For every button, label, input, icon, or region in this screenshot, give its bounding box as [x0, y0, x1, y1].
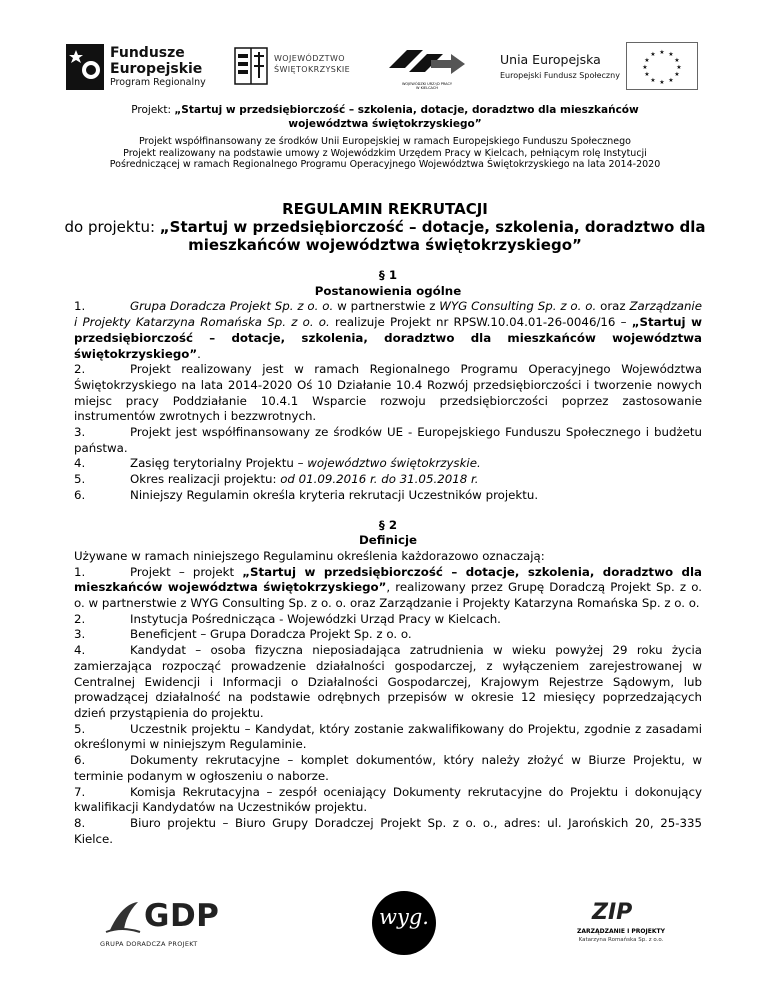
s1-item-6: 6. Niniejszy Regulamin określa kryteria rekrutacji Uczestników projektu. [74, 487, 539, 502]
ue-line1: Unia Europejska [500, 52, 601, 67]
wup-line1: WOJEWÓDZKI URZĄD PRACY [401, 82, 453, 86]
fe-star-icon [66, 44, 104, 90]
svg-text:★: ★ [650, 77, 656, 84]
zip-line1: ZARZĄDZANIE I PROJEKTY [577, 928, 665, 935]
eu-flag-icon [626, 42, 698, 90]
project-prefix: Projekt: [131, 104, 175, 116]
wup-logo [387, 42, 477, 92]
project-funding-info [60, 136, 710, 171]
sail-icon [104, 900, 142, 936]
s2-item-1: 1. Projekt – projekt „Startuj w przedsiębiorczość – dotacje, szkolenia, doradztwo dla mieszkańców województwa świętokrzyskiego”, realizowany przez Grupę Doradczą Projekt Sp. z o. o. w partnerstwie z WYG Consulting Sp. z o. o. oraz Zarządzanie i Projekty Katarzyna Romańska Sp. z o. o. [74, 564, 703, 611]
project-name: „Startuj w przedsiębiorczość – szkolenia, dotacje, doradztwo dla mieszkańców województwa świętokrzyskiego” [174, 104, 639, 130]
svg-text:★: ★ [659, 79, 665, 86]
s2-item-4: 4. Kandydat – osoba fizyczna nieposiadająca zatrudnienia w wieku powyżej 29 roku życia zamierzająca rozpocząć prowadzenie działalności gospodarczej, z wyłączeniem zarejestrowanej w Centralnej Ewidencji i Informacji o Działalności Gospodarczej, Krajowym Rejestrze Sądowym, lub prowadzącej działalność na podstawie odrębnych przepisów w okresie 12 miesięcy poprzedzających dzień przystąpienia do projektu. [74, 643, 702, 720]
title-project-name: „Startuj w przedsiębiorczość – dotacje, szkolenia, doradztwo dla mieszkańców województwa świętokrzyskiego” [159, 218, 706, 254]
wup-line2: W KIELCACH [416, 86, 438, 90]
s2-item-8: 8. Biuro projektu – Biuro Grupy Doradczej Projekt Sp. z o. o., adres: ul. Jarońskich 20, 25-335 Kielce. [74, 815, 702, 846]
fe-line1: Fundusze [110, 45, 185, 61]
zip-logo [566, 900, 676, 950]
zip-mark: ZIP [592, 900, 633, 925]
svg-text:★: ★ [668, 77, 674, 84]
ue-line2: Europejski Fundusz Społeczny [500, 71, 620, 80]
s1-item-3: 3. Projekt jest współfinansowany ze środków UE - Europejskiego Funduszu Społecznego i budżetu państwa. [74, 425, 702, 455]
wyg-logo [372, 891, 436, 955]
svg-text:★: ★ [644, 57, 650, 64]
s1-item-1: 1. Grupa Doradcza Projekt Sp. z o. o. w partnerstwie z WYG Consulting Sp. z o. o. oraz Zarządzanie i Projekty Katarzyna Romańska Sp. z o. o. realizuje Projekt nr RPSW.10.04.01-26-0046/16 – „Startuj w przedsiębiorczość – dotacje, szkolenia, doradztwo dla mieszkańców województwa świętokrzyskiego”. [74, 299, 702, 361]
section-2-number: § 2 [378, 517, 398, 532]
svg-text:★: ★ [676, 64, 682, 71]
section-1-title: Postanowienia ogólne [314, 283, 462, 298]
s1-item-5: 5. Okres realizacji projektu: od 01.09.2016 r. do 31.05.2018 r. [74, 472, 479, 487]
ws-line2: ŚWIĘTOKRZYSKIE [274, 65, 351, 74]
document-body [74, 268, 702, 847]
s2-item-2: 2. Instytucja Pośrednicząca - Wojewódzki Urząd Pracy w Kielcach. [74, 611, 501, 626]
s1-item-2: 2. Projekt realizowany jest w ramach Regionalnego Programu Operacyjnego Województwa Świętokrzyskiego na lata 2014-2020 Oś 10 Działanie 10.4 Rozwój przedsiębiorczości i tworzenie nowych miejsc pracy Poddziałanie 10.4.1 Wsparcie rozwoju przedsiębiorczości poprzez zastosowanie instrumentów zwrotnych i bezzwrotnych. [74, 362, 702, 424]
ws-line1: WOJEWÓDZTWO [274, 54, 345, 63]
coat-of-arms-icon [232, 46, 270, 86]
s2-item-6: 6. Dokumenty rekrutacyjne – komplet dokumentów, który należy złożyć w Biurze Projektu, w terminie podanym w ogłoszeniu o naborze. [74, 753, 702, 783]
fundusze-europejskie-logo [66, 44, 256, 94]
title-prefix: do projektu: [64, 218, 160, 236]
svg-text:★: ★ [674, 57, 680, 64]
wojewodztwo-logo [232, 46, 382, 86]
wyg-mark: wyg. [379, 905, 429, 929]
s2-item-3: 3. Beneficjent – Grupa Doradcza Projekt Sp. z o. o. [74, 627, 412, 642]
svg-text:★: ★ [644, 71, 650, 78]
section-1-number: § 1 [378, 268, 398, 282]
document-title [40, 200, 730, 254]
funding-line3: Pośredniczącej w ramach Regionalnego Programu Operacyjnego Województwa Świętokrzyskiego na lata 2014-2020 [109, 159, 661, 170]
funding-line2: Projekt realizowany na podstawie umowy z Wojewódzkim Urzędem Pracy w Kielcach, pełniącym rolę Instytucji [123, 147, 647, 159]
gdp-name: GRUPA DORADCZA PROJEKT [100, 940, 198, 948]
fe-line2: Europejskie [110, 61, 203, 77]
fe-line3: Program Regionalny [110, 77, 206, 88]
title-line1: REGULAMIN REKRUTACJI [282, 200, 488, 218]
svg-text:★: ★ [674, 71, 680, 78]
wup-arrows-icon [387, 42, 467, 80]
svg-text:★: ★ [659, 49, 665, 56]
s2-item-5: 5. Uczestnik projektu – Kandydat, który zostanie zakwalifikowany do Projektu, zgodnie z zasadami określonymi w niniejszym Regulaminie. [74, 721, 702, 752]
funding-line1: Projekt współfinansowany ze środków Unii Europejskiej w ramach Europejskiego Funduszu Społecznego [139, 136, 631, 147]
s2-item-7: 7. Komisja Rekrutacyjna – zespół oceniający Dokumenty rekrutacyjne do Projektu i dokonujący kwalifikacji Kandydatów na Uczestników projektu. [74, 784, 702, 815]
gdp-mark: GDP [144, 898, 220, 934]
gdp-logo [100, 898, 220, 954]
section-2-title: Definicje [358, 533, 418, 548]
svg-text:★: ★ [650, 51, 656, 58]
s1-item-4: 4. Zasięg terytorialny Projektu – województwo świętokrzyskie. [74, 456, 481, 471]
s2-intro: Używane w ramach niniejszego Regulaminu określenia każdorazowo oznaczają: [74, 548, 545, 563]
svg-text:★: ★ [642, 64, 648, 71]
zip-line2: Katarzyna Romańska Sp. z o.o. [578, 937, 664, 943]
svg-text:★: ★ [668, 51, 674, 58]
project-header [90, 104, 680, 131]
